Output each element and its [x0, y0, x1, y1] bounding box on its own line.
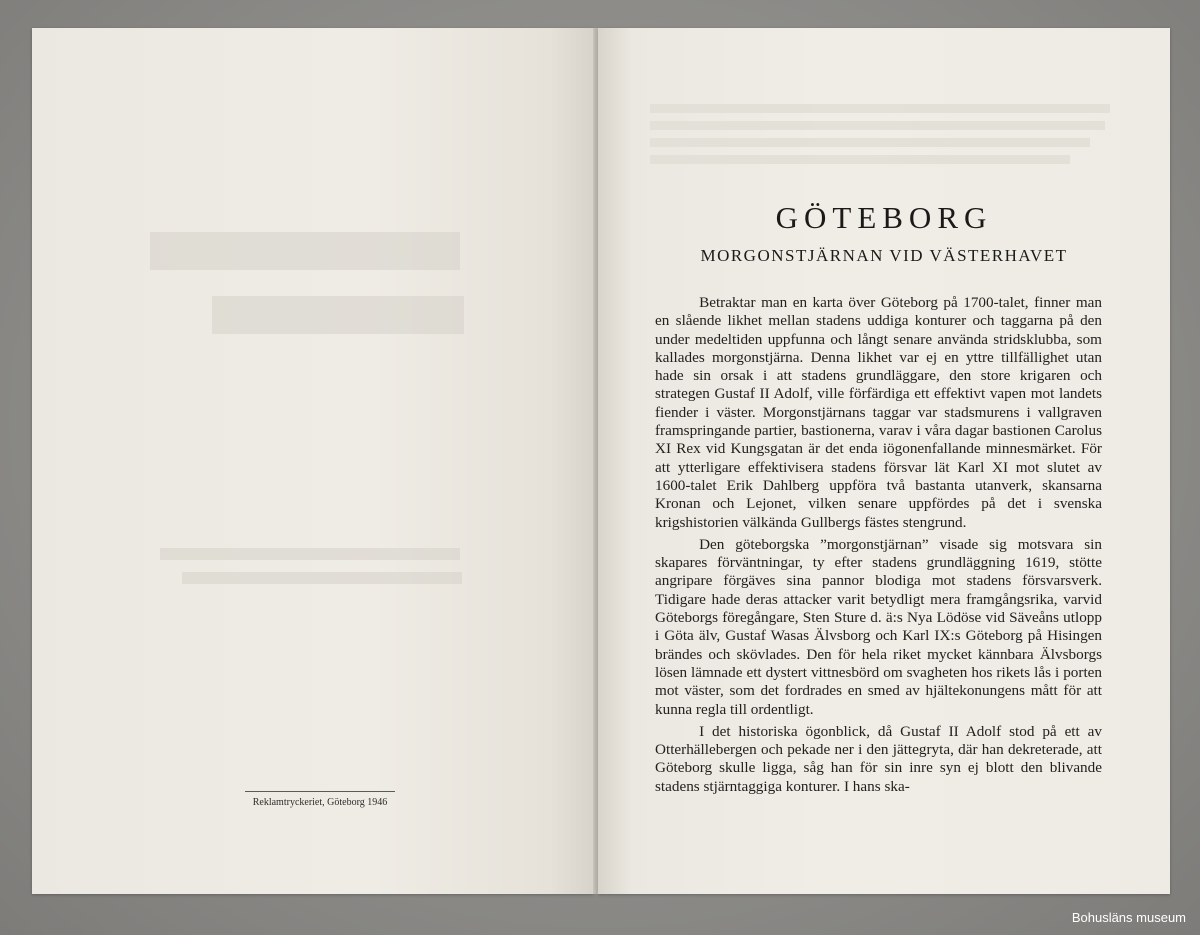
show-through-right-2 [650, 121, 1105, 130]
page-title: GÖTEBORG [775, 200, 993, 235]
show-through-title-1 [150, 232, 460, 270]
show-through-right-3 [650, 138, 1090, 147]
page-subtitle: MORGONSTJÄRNAN VID VÄSTERHAVET [700, 246, 1068, 265]
paragraph-2: Den göteborgska ”morgonstjärnan” visade sig motsvara sin skapares förväntningar, ty efter stadens grundläggning 1619, stötte angripare förgäves sina pannor blodiga mot stadens försvarsverk. Tidigare hade deras attacker varit betydligt mera framgångsrika, varvid Göteborgs föregångare, Sten Sture d. ä:s Nya Lödöse vid Säveåns utlopp i Göta älv, Gustaf Wasas Älvsborg och Karl IX:s Göteborg på Hisingen brändes och skövlades. Den för hela riket mycket kännbara Älvsborgs lösen lämnade ett dystert vittnesbörd om svagheten hos rikets lås i porten mot väster, som det fordrades en smed av hjältekonungens mått för att kunna regla till ordentligt. [655, 535, 1102, 718]
show-through-line-2 [182, 572, 462, 584]
left-page [32, 28, 594, 894]
show-through-right-1 [650, 104, 1110, 113]
printer-imprint: Reklamtryckeriet, Göteborg 1946 [252, 797, 388, 808]
museum-watermark: Bohusläns museum [1071, 910, 1186, 925]
imprint-rule [245, 791, 395, 792]
article-body [655, 294, 1102, 800]
paragraph-1: Betraktar man en karta över Göteborg på 1700-talet, finner man en slående likhet mellan stadens uddiga konturer och taggarna på den under medeltiden uppfunna och långt senare använda stridsklubba, som kallades morgonstjärna. Denna likhet var ej en yttre tillfällighet utan hade sin orsak i att stadens grundläggare, den store krigaren och strategen Gustaf II Adolf, ville förfärdiga ett effektivt vapen mot landets fiender i väster. Morgonstjärnans taggar var stadsmurens i vallgraven framspringande partier, bastionerna, varav i våra dagar bastionen Carolus XI Rex vid Kungsgatan är det enda iögonenfallande minnesmärket. För att ytterligare effektivisera stadens försvar lät Karl XI mot slutet av 1600-talet Erik Dahlberg uppföra två bastanta utanverk, skansarna Kronan och Lejonet, vilken senare uppfördes på det i svenska krigshistorien välkända Gullbergs fästes stengrund. [655, 294, 1102, 531]
paragraph-3: I det historiska ögonblick, då Gustaf II Adolf stod på ett av Otterhällebergen och pekade ner i den jättegryta, där han dekreterade, att Göteborg skulle ligga, såg han för sin inre syn ej blott den blivande stadens stjärntaggiga konturer. I hans ska- [655, 722, 1102, 795]
show-through-right-4 [650, 155, 1070, 164]
show-through-title-2 [212, 296, 464, 334]
show-through-line-1 [160, 548, 460, 560]
